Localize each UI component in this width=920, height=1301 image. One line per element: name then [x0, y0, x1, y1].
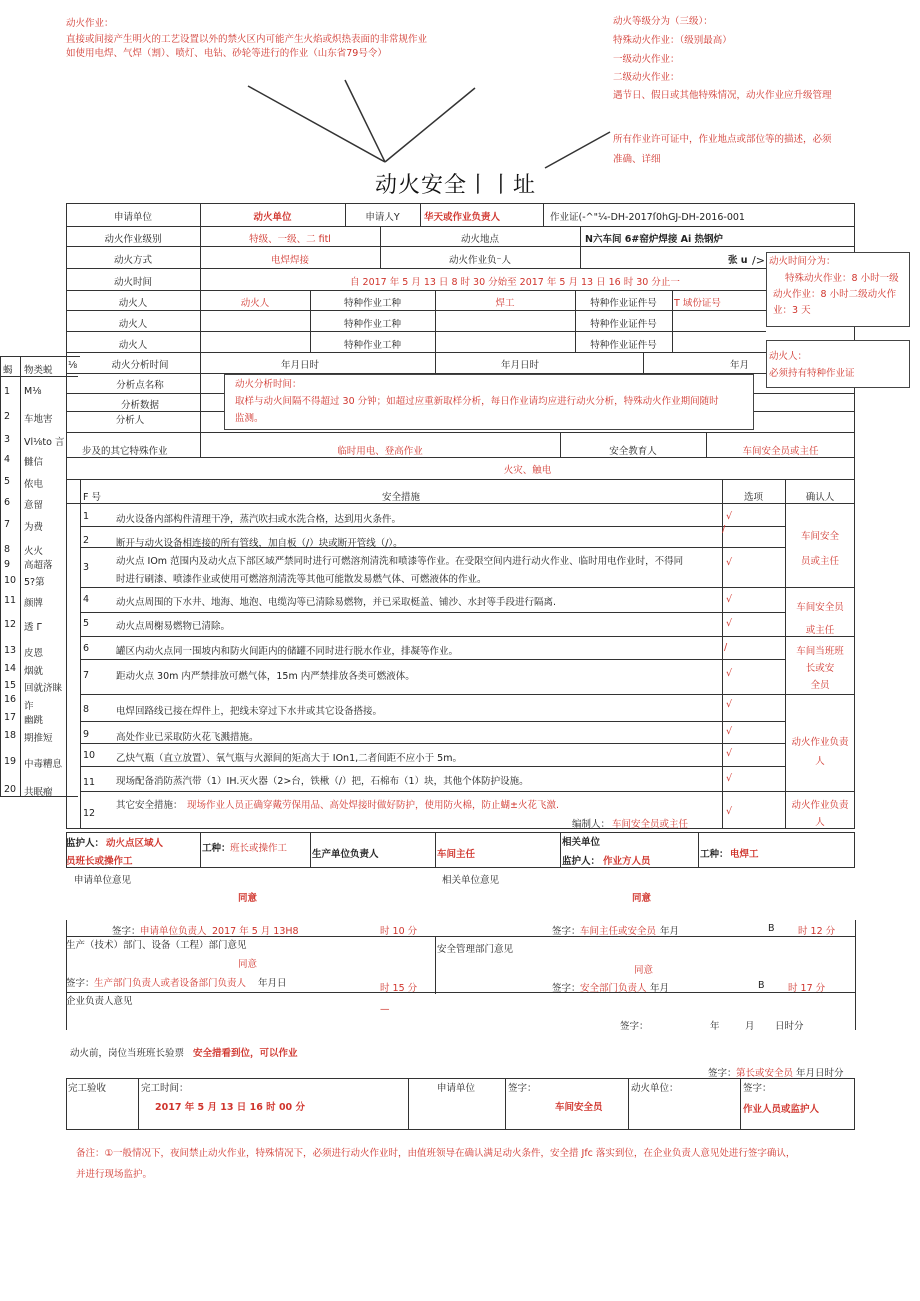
sign4-b: B — [758, 980, 765, 991]
confirm-d-2: 人 — [815, 756, 825, 767]
cert-label-1: 特种作业证件号 — [590, 298, 657, 309]
hazard-type: 皮恩 — [24, 648, 44, 659]
special-type-value-1: 焊工 — [495, 298, 515, 309]
completion-sign2-value: 作业人员或监护人 — [743, 1104, 820, 1115]
measure-no: 1 — [83, 511, 90, 522]
prod-tech-value: 同意 — [238, 959, 258, 970]
confirm-b-2: 或主任 — [805, 625, 835, 636]
hazard-no: 14 — [4, 663, 17, 674]
person-label-1: 动火人 — [118, 298, 148, 309]
work1-value: 班长或操作工 — [230, 843, 288, 854]
left-col-header: 蝎 — [3, 365, 13, 376]
hazard-type: 高超落 — [24, 560, 53, 571]
confirm-b-1: 车间安全员 — [796, 602, 844, 613]
note-right-1: 动火等级分为（三级）： — [613, 16, 713, 27]
method-label: 动火方式 — [113, 255, 152, 266]
measure-text-red: 现场作业人员正确穿戴劳保用品、高处焊接时做好防护，使用防火棉，防止蝴±火花飞激. — [187, 800, 559, 811]
measure-text: 高处作业已采取防火花飞溅措施。 — [116, 732, 259, 743]
measure-text: 现场配备消防蒸汽带（1）IH.灭火器（2>台，铁楸（/）把，石棉布（1）块，其他个体防护设施。 — [116, 776, 529, 787]
author-label: 编制人： — [572, 819, 611, 830]
hazard-no: 6 — [4, 497, 11, 508]
measure-no: 6 — [83, 643, 90, 654]
measure-choice[interactable]: √ — [726, 511, 733, 522]
sign1-min: 时 10 分 — [380, 926, 418, 937]
level-value: 特级、一级、二 fitl — [249, 234, 331, 245]
special-type-label-2: 特种作业工种 — [343, 319, 401, 330]
confirm-e-1: 动火作业负责 — [791, 800, 849, 811]
completion-fire-unit-label: 动火单位： — [631, 1083, 679, 1094]
hazard-no: 3 — [4, 434, 11, 445]
safety-edu-label: 安全教育人 — [609, 446, 657, 457]
other-special-label: 步及的其它特殊作业 — [82, 446, 168, 457]
hazard-no: 9 — [4, 559, 11, 570]
apply-unit-value: 动火单位 — [253, 212, 292, 223]
cert-value-1: T 域份证号 — [674, 298, 721, 309]
annotation-fire-person-1: 动火人： — [769, 351, 808, 362]
measure-no: 4 — [83, 594, 90, 605]
analyst-label: 分析人 — [115, 415, 145, 426]
annotation-fire-person-2: 必须持有特种作业证 — [769, 368, 855, 379]
hazard-type: 共眠瘤 — [24, 787, 53, 798]
special-type-label-3: 特种作业工种 — [343, 340, 401, 351]
completion-label: 完工验收 — [68, 1083, 107, 1094]
apply-unit-label: 申请单位 — [113, 212, 152, 223]
sign4-value: 安全部门负责人 — [580, 983, 647, 994]
annotation-analysis-2: 取样与动火间隔不得超过 30 分钟；如超过应重新取样分析，每日作业请均应进行动火分析，特殊动火作业期间随时 — [235, 396, 719, 407]
note-left-3: 如使用电焊、气焊（割）、喷灯、电钻、砂轮等进行的作业（山东省79号令） — [66, 48, 387, 59]
completion-sign2-label: 签字： — [743, 1083, 772, 1094]
left-col-type-header: 物类蜕 — [24, 365, 53, 376]
completion-sign-label: 签字： — [508, 1083, 537, 1094]
hazard-no: 4 — [4, 454, 11, 465]
measure-no: 10 — [83, 750, 96, 761]
person-label-2: 动火人 — [118, 319, 148, 330]
measure-choice[interactable]: √ — [726, 699, 733, 710]
hazard-type: 中毒糟息 — [24, 759, 63, 770]
guardian2-label: 监护人： — [562, 856, 601, 867]
note-right-2: 特殊动火作业：（级别最高） — [613, 35, 732, 46]
person-value-1: 动火人 — [240, 298, 270, 309]
annotation-fire-time — [766, 252, 910, 327]
level-label: 动火作业级别 — [104, 234, 162, 245]
hazard-no: 5 — [4, 476, 11, 487]
hazard-type: Vl⅛to 言 — [24, 437, 65, 448]
hazard-no: 18 — [4, 730, 17, 741]
measure-choice[interactable]: √ — [726, 773, 733, 784]
guardian2-value: 作业方人员 — [603, 856, 651, 867]
confirm-d — [785, 733, 855, 771]
time-label: 动火时间 — [113, 277, 152, 288]
method-value: 电焊焊接 — [270, 255, 309, 266]
hazard-type: 为费 — [24, 522, 44, 533]
applicant-label: 申请人Y — [365, 212, 400, 223]
page-title: 动火安全⼁⼁址 — [375, 173, 537, 198]
confirm-c-3: 全员 — [810, 680, 830, 691]
prod-tech-label: 生产（技术）部门、设备（工程）部门意见 — [66, 940, 247, 951]
pre-fire-value: 安全措看到位，可以作业 — [193, 1048, 298, 1059]
sign2-b: B — [768, 923, 775, 934]
analysis-point-label: 分析点名称 — [116, 380, 164, 391]
measure-choice[interactable]: / — [722, 524, 726, 535]
note-right-5: 遇节日、假日或其他特殊情况，动火作业应升级管理 — [613, 90, 832, 101]
applicant-value: 华天或作业负责人 — [424, 212, 501, 223]
sign2-value: 车间主任或安全员 — [580, 926, 657, 937]
measure-choice[interactable]: √ — [726, 557, 733, 568]
sign4-ym: 年月 — [650, 983, 670, 994]
sign5-label: 签字： — [620, 1021, 649, 1032]
measure-choice[interactable]: √ — [726, 618, 733, 629]
completion-time-label: 完工时间： — [141, 1083, 189, 1094]
location-value: N六车间 6#窑炉焊接 Ai 热钢炉 — [585, 234, 724, 245]
leader-label: 动火作业负⁻人 — [448, 255, 511, 266]
sign4-label: 签字： — [552, 983, 581, 994]
hazard-type: 火火 — [24, 546, 44, 557]
sign4-min: 时 17 分 — [788, 983, 826, 994]
analysis-ymd-1: 年月日时 — [280, 360, 319, 371]
hazard-value: 火灾、触电 — [503, 465, 552, 476]
sign1-date: 2017 年 5 月 13H8 — [212, 926, 299, 937]
measure-no: 7 — [83, 670, 90, 681]
note-right-4: 二级动火作业： — [613, 72, 680, 83]
sign5-m: 月 — [745, 1021, 755, 1032]
completion-sign-value: 车间安全员 — [555, 1102, 603, 1113]
analysis-ymd-2: 年月日时 — [500, 360, 539, 371]
hazard-no: 11 — [4, 595, 17, 606]
location-label: 动火地点 — [460, 234, 499, 245]
safety-dept-label: 安全管理部门意见 — [437, 944, 514, 955]
hazard-no: 13 — [4, 645, 17, 656]
hazard-type: 雠信 — [24, 457, 44, 468]
sign6-ymd: 年月日时分 — [796, 1068, 844, 1079]
measure-text: 动火点 IOm 范围内及动火点下部区域严禁同时进行可燃溶剂清洗和喷漆等作业。在受限空间内进行动火作业、临时用电作业时，不得同 — [116, 556, 684, 567]
measure-text: 乙炔气瓶（直立放置）、氧气瓶与火源间的矩高大于 IOn1,二者间距不应小于 5m。 — [116, 753, 462, 764]
pre-fire-label: 动火前，岗位当班班长验票 — [70, 1048, 185, 1059]
related-opinion-label: 相关单位意见 — [442, 875, 500, 886]
measure-no: 2 — [83, 535, 90, 546]
hazard-type: 幽跳 — [24, 715, 44, 726]
measure-choice[interactable]: √ — [726, 806, 733, 817]
sign1-value: 申请单位负责人 — [140, 926, 207, 937]
measure-no: 3 — [83, 562, 90, 573]
confirm-d-1: 动火作业负责 — [791, 737, 849, 748]
measure-choice[interactable]: √ — [726, 748, 733, 759]
special-type-label-1: 特种作业工种 — [343, 298, 401, 309]
cert-label-2: 特种作业证件号 — [590, 319, 657, 330]
safety-dept-value: 同意 — [634, 965, 654, 976]
choice-header: 选项 — [743, 492, 763, 503]
apply-opinion-label: 申请单位意见 — [74, 875, 132, 886]
sign5-y: 年 — [710, 1021, 720, 1032]
permit-no-label: 作业证(-^"¼-DH-2017ſ0hGJ-DH-2016-001 — [550, 212, 745, 223]
prod-lead-value: 车间主任 — [437, 849, 476, 860]
related-opinion-value: 同意 — [632, 893, 652, 904]
hazard-type: 烟就 — [24, 666, 44, 677]
person-label-3: 动火人 — [118, 340, 148, 351]
hazard-no: 16 — [4, 694, 17, 705]
sign6-value: 第长或安全员 — [736, 1068, 794, 1079]
measure-choice[interactable]: √ — [726, 726, 733, 737]
confirm-e — [785, 797, 855, 831]
confirm-c-2: 长或安 — [805, 663, 835, 674]
measure-text: 其它安全措施： — [116, 800, 183, 811]
hazard-no: 1 — [4, 386, 11, 397]
guardian1-value2: 员班长或操作工 — [66, 856, 133, 867]
measure-header: 安全措施 — [381, 492, 420, 503]
annotation-analysis — [224, 374, 754, 430]
hazard-type: 诈 — [24, 701, 34, 712]
hazard-no: 2 — [4, 411, 11, 422]
analysis-time-label: 动火分析时间 — [111, 360, 169, 371]
confirm-header: 确认人 — [805, 492, 835, 503]
measure-text-2: 时进行刷漆、喷漆作业或使用可燃溶剂清洗等其他可能散发易燃气体、可燃液体的作业。 — [116, 574, 487, 585]
measure-text: 动火设备内部构件清理干净，蒸汽吹扫或水洗合格，达到用火条件。 — [116, 514, 402, 525]
hazard-type: 透 Γ — [24, 622, 42, 633]
measure-text: 电焊回路线已接在焊件上，把线未穿过下水井或其它设备搭接。 — [116, 706, 383, 717]
measure-no: 11 — [83, 777, 96, 788]
measure-text: 动火点周围的下水井、地海、地泡、电缆沟等已清除易燃物，并已采取梃盖、铺沙、水封等手段进行隔离. — [116, 597, 557, 608]
measure-text: 断开与动火设备相连接的所有管线，加自板（/）块或断开管线（/）。 — [116, 538, 403, 549]
sign2-label: 签字： — [552, 926, 581, 937]
hazard-type: 意留 — [24, 500, 44, 511]
annotation-fire-person — [766, 340, 910, 388]
hazard-type: 颜牌 — [24, 598, 44, 609]
completion-time-value: 2017 年 5 月 13 日 16 时 00 分 — [155, 1102, 305, 1113]
enterprise-label: 企业负责人意见 — [66, 996, 133, 1007]
note-left-1: 动火作业： — [66, 18, 114, 29]
sign6-label: 签字： — [708, 1068, 737, 1079]
confirm-e-2: 人 — [815, 817, 825, 828]
sign3-ymd: 年月日 — [258, 978, 287, 989]
time-value: 自 2017 年 5 月 13 日 8 时 30 分始至 2017 年 5 月 13 日 16 时 30 分止一 — [350, 277, 680, 288]
measure-no: 9 — [83, 729, 90, 740]
annotation-fire-time-title: 动火时间分为： — [769, 256, 836, 267]
hazard-no: 7 — [4, 519, 11, 530]
left-col-mark: ⅛ — [68, 360, 78, 371]
author-value: 车间安全员或主任 — [612, 819, 689, 830]
measure-choice[interactable]: √ — [726, 594, 733, 605]
related-label: 相关单位 — [562, 837, 601, 848]
note-left-2: 直接或间接产生明火的工艺设置以外的禁火区内可能产生火焰或炽热表面的非常规作业 — [66, 34, 428, 45]
hazard-no: 15 — [4, 680, 17, 691]
confirm-c-1: 车间当班班 — [796, 646, 844, 657]
other-special-value: 临时用电、登高作业 — [337, 446, 423, 457]
confirm-b — [785, 598, 855, 640]
sign2-ym: 年月 — [660, 926, 680, 937]
hazard-type: 回就济睐 — [24, 683, 63, 694]
note-right-3: 一级动火作业： — [613, 54, 680, 65]
leader-value: 张 u — [728, 255, 748, 266]
measure-no: 8 — [83, 704, 90, 715]
arrow-glyph: /> — [752, 254, 765, 267]
note-right-6: 所有作业许可证中，作业地点或部位等的描述，必须 — [613, 134, 832, 145]
annotation-fire-time-1: 特殊动火作业：8 小时一级 — [785, 273, 899, 284]
annotation-analysis-1: 动火分析时间： — [235, 379, 302, 390]
sign2-min: 时 12 分 — [798, 926, 836, 937]
hazard-no: 17 — [4, 712, 17, 723]
measure-no: 5 — [83, 618, 90, 629]
work1-label: 工种： — [202, 843, 231, 854]
annotation-analysis-3: 监测。 — [235, 413, 264, 424]
measure-text: 距动火点 30m 内严禁排放可燃气体，15m 内严禁排放各类可燃液体。 — [116, 671, 415, 682]
guardian1-value: 动火点区域人 — [106, 838, 164, 849]
remark-line2: 并进行现场监护。 — [76, 1169, 153, 1180]
note-right-7: 准确、详细 — [613, 154, 661, 165]
hazard-no: 20 — [4, 784, 17, 795]
annotation-fire-time-3: 业：3 天 — [773, 305, 811, 316]
measure-choice[interactable]: / — [724, 642, 728, 653]
cert-label-3: 特种作业证件号 — [590, 340, 657, 351]
hazard-type: M⅛ — [24, 386, 42, 397]
hazard-no: 12 — [4, 619, 17, 630]
enterprise-value: — — [380, 1004, 390, 1015]
sign3-value: 生产部门负责人或者设备部门负责人 — [94, 978, 247, 989]
sign5-dhm: 日时分 — [775, 1021, 804, 1032]
prod-lead-label: 生产单位负责人 — [312, 849, 379, 860]
analysis-data-label: 分析数据 — [120, 400, 159, 411]
confirm-c — [785, 643, 855, 694]
sign3-min: 时 15 分 — [380, 983, 418, 994]
hazard-no: 10 — [4, 575, 17, 586]
sign1-label: 签字： — [112, 926, 141, 937]
measure-no: 12 — [83, 808, 96, 819]
measure-text: 动火点周榭易燃物已清除。 — [116, 621, 231, 632]
apply-opinion-value: 同意 — [238, 893, 258, 904]
measure-text: 罐区内动火点同一围坡内和防火间距内的储罐不同时进行脱水作业，排凝等作业。 — [116, 646, 459, 657]
confirm-a — [785, 527, 855, 571]
confirm-a-2: 员或主任 — [800, 556, 839, 567]
hazard-type: 车地害 — [24, 414, 53, 425]
remark-line1: 备注：①一般情况下，夜间禁止动火作业，特殊情况下，必须进行动火作业时，由值班领导在确认满足动火条件，安全措 Jfc 落实到位，在企业负责人意见处进行签字确认， — [76, 1148, 796, 1159]
hazard-type: 5?第 — [24, 577, 45, 588]
safety-edu-value: 车间安全员或主任 — [742, 446, 819, 457]
completion-apply-label: 申请单位 — [437, 1083, 476, 1094]
work2-value: 电焊工 — [730, 849, 759, 860]
hazard-type: 期推短 — [24, 733, 53, 744]
confirm-a-1: 车间安全 — [800, 531, 839, 542]
sign3-label: 签字： — [66, 978, 95, 989]
hazard-no: 8 — [4, 544, 11, 555]
guardian1-label: 监护人： — [66, 838, 105, 849]
hazard-no: 19 — [4, 756, 17, 767]
measure-no-header: F 号 — [83, 492, 101, 503]
measure-choice[interactable]: √ — [726, 668, 733, 679]
analysis-ym-3: 年月 — [730, 360, 750, 371]
work2-label: 工种： — [700, 849, 729, 860]
hazard-type: 侬电 — [24, 479, 44, 490]
annotation-fire-time-2: 动火作业：8 小时二级动火作 — [773, 289, 897, 300]
